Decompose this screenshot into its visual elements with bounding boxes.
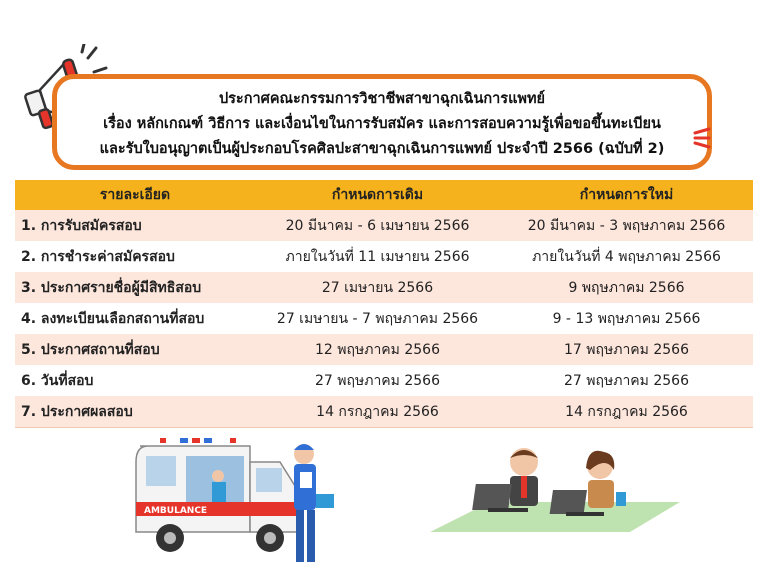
column-header-detail: รายละเอียด bbox=[15, 180, 255, 210]
table-row bbox=[15, 396, 753, 428]
row-detail: 5. ประกาศสถานที่สอบ bbox=[15, 334, 255, 365]
row-new-date: 9 - 13 พฤษภาคม 2566 bbox=[500, 303, 753, 334]
row-old-date: 20 มีนาคม - 6 เมษายน 2566 bbox=[255, 210, 500, 241]
row-old-date: 27 เมษายน 2566 bbox=[255, 272, 500, 303]
table-header-row bbox=[15, 180, 753, 210]
ambulance-label: AMBULANCE bbox=[144, 506, 208, 516]
table-row bbox=[15, 334, 753, 365]
table-row bbox=[15, 365, 753, 396]
row-detail: 6. วันที่สอบ bbox=[15, 365, 255, 396]
row-old-date: 27 พฤษภาคม 2566 bbox=[255, 365, 500, 396]
row-old-date: ภายในวันที่ 11 เมษายน 2566 bbox=[255, 241, 500, 272]
row-detail: 7. ประกาศผลสอบ bbox=[15, 396, 255, 428]
row-new-date: 9 พฤษภาคม 2566 bbox=[500, 272, 753, 303]
row-old-date: 14 กรกฎาคม 2566 bbox=[255, 396, 500, 428]
schedule-table bbox=[15, 180, 753, 428]
title-line-2: เรื่อง หลักเกณฑ์ วิธีการ และเงื่อนไขในการรับสมัคร และการสอบความรู้เพื่อขอขึ้นทะเบียน bbox=[103, 116, 661, 132]
row-detail: 2. การชำระค่าสมัครสอบ bbox=[15, 241, 255, 272]
row-detail: 4. ลงทะเบียนเลือกสถานที่สอบ bbox=[15, 303, 255, 334]
table-row bbox=[15, 272, 753, 303]
accent-lines-icon bbox=[691, 127, 713, 149]
title-line-1: ประกาศคณะกรรมการวิชาชีพสาขาฉุกเฉินการแพทย์ bbox=[218, 91, 546, 107]
row-detail: 1. การรับสมัครสอบ bbox=[15, 210, 255, 241]
row-new-date: 20 มีนาคม - 3 พฤษภาคม 2566 bbox=[500, 210, 753, 241]
table-row bbox=[15, 303, 753, 334]
row-old-date: 12 พฤษภาคม 2566 bbox=[255, 334, 500, 365]
ambulance-illustration bbox=[130, 432, 340, 570]
table-row bbox=[15, 241, 753, 272]
title-line-3: และรับใบอนุญาตเป็นผู้ประกอบโรคศิลปะสาขาฉุกเฉินการแพทย์ ประจำปี 2566 (ฉบับที่ 2) bbox=[99, 141, 665, 157]
row-detail: 3. ประกาศรายชื่อผู้มีสิทธิสอบ bbox=[15, 272, 255, 303]
row-new-date: ภายในวันที่ 4 พฤษภาคม 2566 bbox=[500, 241, 753, 272]
announcement-title-box bbox=[52, 74, 712, 170]
exam-takers-illustration bbox=[420, 440, 690, 550]
row-old-date: 27 เมษายน - 7 พฤษภาคม 2566 bbox=[255, 303, 500, 334]
table-row bbox=[15, 210, 753, 241]
column-header-old-schedule: กำหนดการเดิม bbox=[255, 180, 500, 210]
row-new-date: 17 พฤษภาคม 2566 bbox=[500, 334, 753, 365]
row-new-date: 14 กรกฎาคม 2566 bbox=[500, 396, 753, 428]
row-new-date: 27 พฤษภาคม 2566 bbox=[500, 365, 753, 396]
column-header-new-schedule: กำหนดการใหม่ bbox=[500, 180, 753, 210]
